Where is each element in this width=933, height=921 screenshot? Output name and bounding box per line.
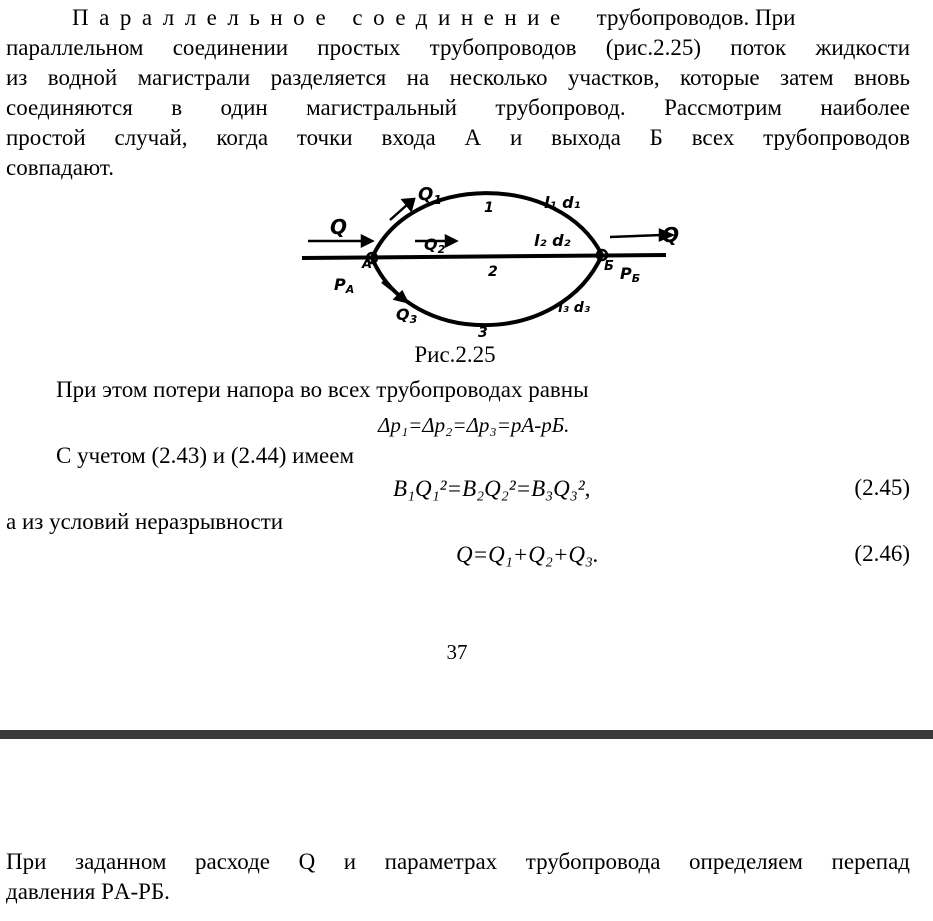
svg-text:Б: Б: [604, 259, 614, 274]
parallel-pipes-diagram: [300, 178, 680, 343]
svg-text:PА: PА: [334, 275, 355, 296]
paragraph-line-5: простой случай, когда точки входа А и выхода Б всех трубопроводов: [6, 125, 910, 150]
paragraph-line-4: соединяются в один магистральный трубопровод. Рассмотрим наиболее: [6, 95, 910, 120]
svg-text:Q1: $Q_1$: [418, 184, 442, 207]
footer-line-1: При заданном расходе Q и параметрах трубопровода определяем перепад: [6, 849, 910, 874]
paragraph-line-2: параллельном соединении простых трубопроводов (рис.2.25) поток жидкости: [6, 35, 910, 60]
figure-caption: Рис.2.25: [414, 342, 496, 367]
continuity-text: а из условий неразрывности: [6, 509, 284, 534]
equation-2-45: B₁Q₁²=B₂Q₂²=B₃Q₃²,: [393, 476, 591, 501]
arrow-q3: [382, 282, 400, 296]
svg-text:Q: Q: [330, 215, 348, 239]
with-account-text: С учетом (2.43) и (2.44) имеем: [56, 443, 355, 468]
paragraph-line-1-tail: трубопроводов. При: [596, 5, 796, 30]
page-number: 37: [446, 640, 468, 664]
svg-text:2: 2: [488, 264, 498, 280]
svg-text:l₁ d₁: l₁ d₁: [544, 193, 581, 212]
equation-2-46-number: (2.46): [854, 541, 910, 566]
paragraph-line-6: совпадают.: [6, 155, 114, 180]
svg-text:Q3: Q3: [396, 305, 418, 326]
svg-text:PБ: PБ: [620, 264, 641, 285]
paragraph-line-1: [6, 3, 910, 33]
equation-2-46: Q=Q₁+Q₂+Q₃.: [456, 542, 599, 567]
equation-2-45-number: (2.45): [854, 475, 910, 500]
head-loss-intro: При этом потери напора во всех трубопроводах равны: [56, 377, 589, 402]
equation-dp: Δp₁=Δp₂=Δp₃=pА-pБ.: [378, 413, 570, 437]
arrow-q-out: [610, 235, 662, 237]
page-separator: [0, 730, 933, 739]
heading-spaced: Параллельное соединение: [72, 5, 571, 30]
svg-text:1: 1: [484, 200, 494, 216]
svg-text:3: 3: [478, 325, 488, 341]
paragraph-line-3: из водной магистрали разделяется на несколько участков, которые затем вновь: [6, 65, 910, 90]
arrow-q2-head: [446, 236, 456, 246]
svg-text:Q: Q: [662, 223, 680, 247]
svg-text:Q2: Q2: [424, 235, 446, 256]
svg-text:l₃ d₃: l₃ d₃: [558, 300, 590, 316]
footer-line-2: давления PА-PБ.: [6, 879, 170, 904]
main-pipeline: [302, 255, 666, 258]
svg-text:А: А: [362, 257, 373, 272]
svg-text:l₂ d₂: l₂ d₂: [534, 231, 571, 250]
arrow-q-in-head: [362, 236, 372, 246]
